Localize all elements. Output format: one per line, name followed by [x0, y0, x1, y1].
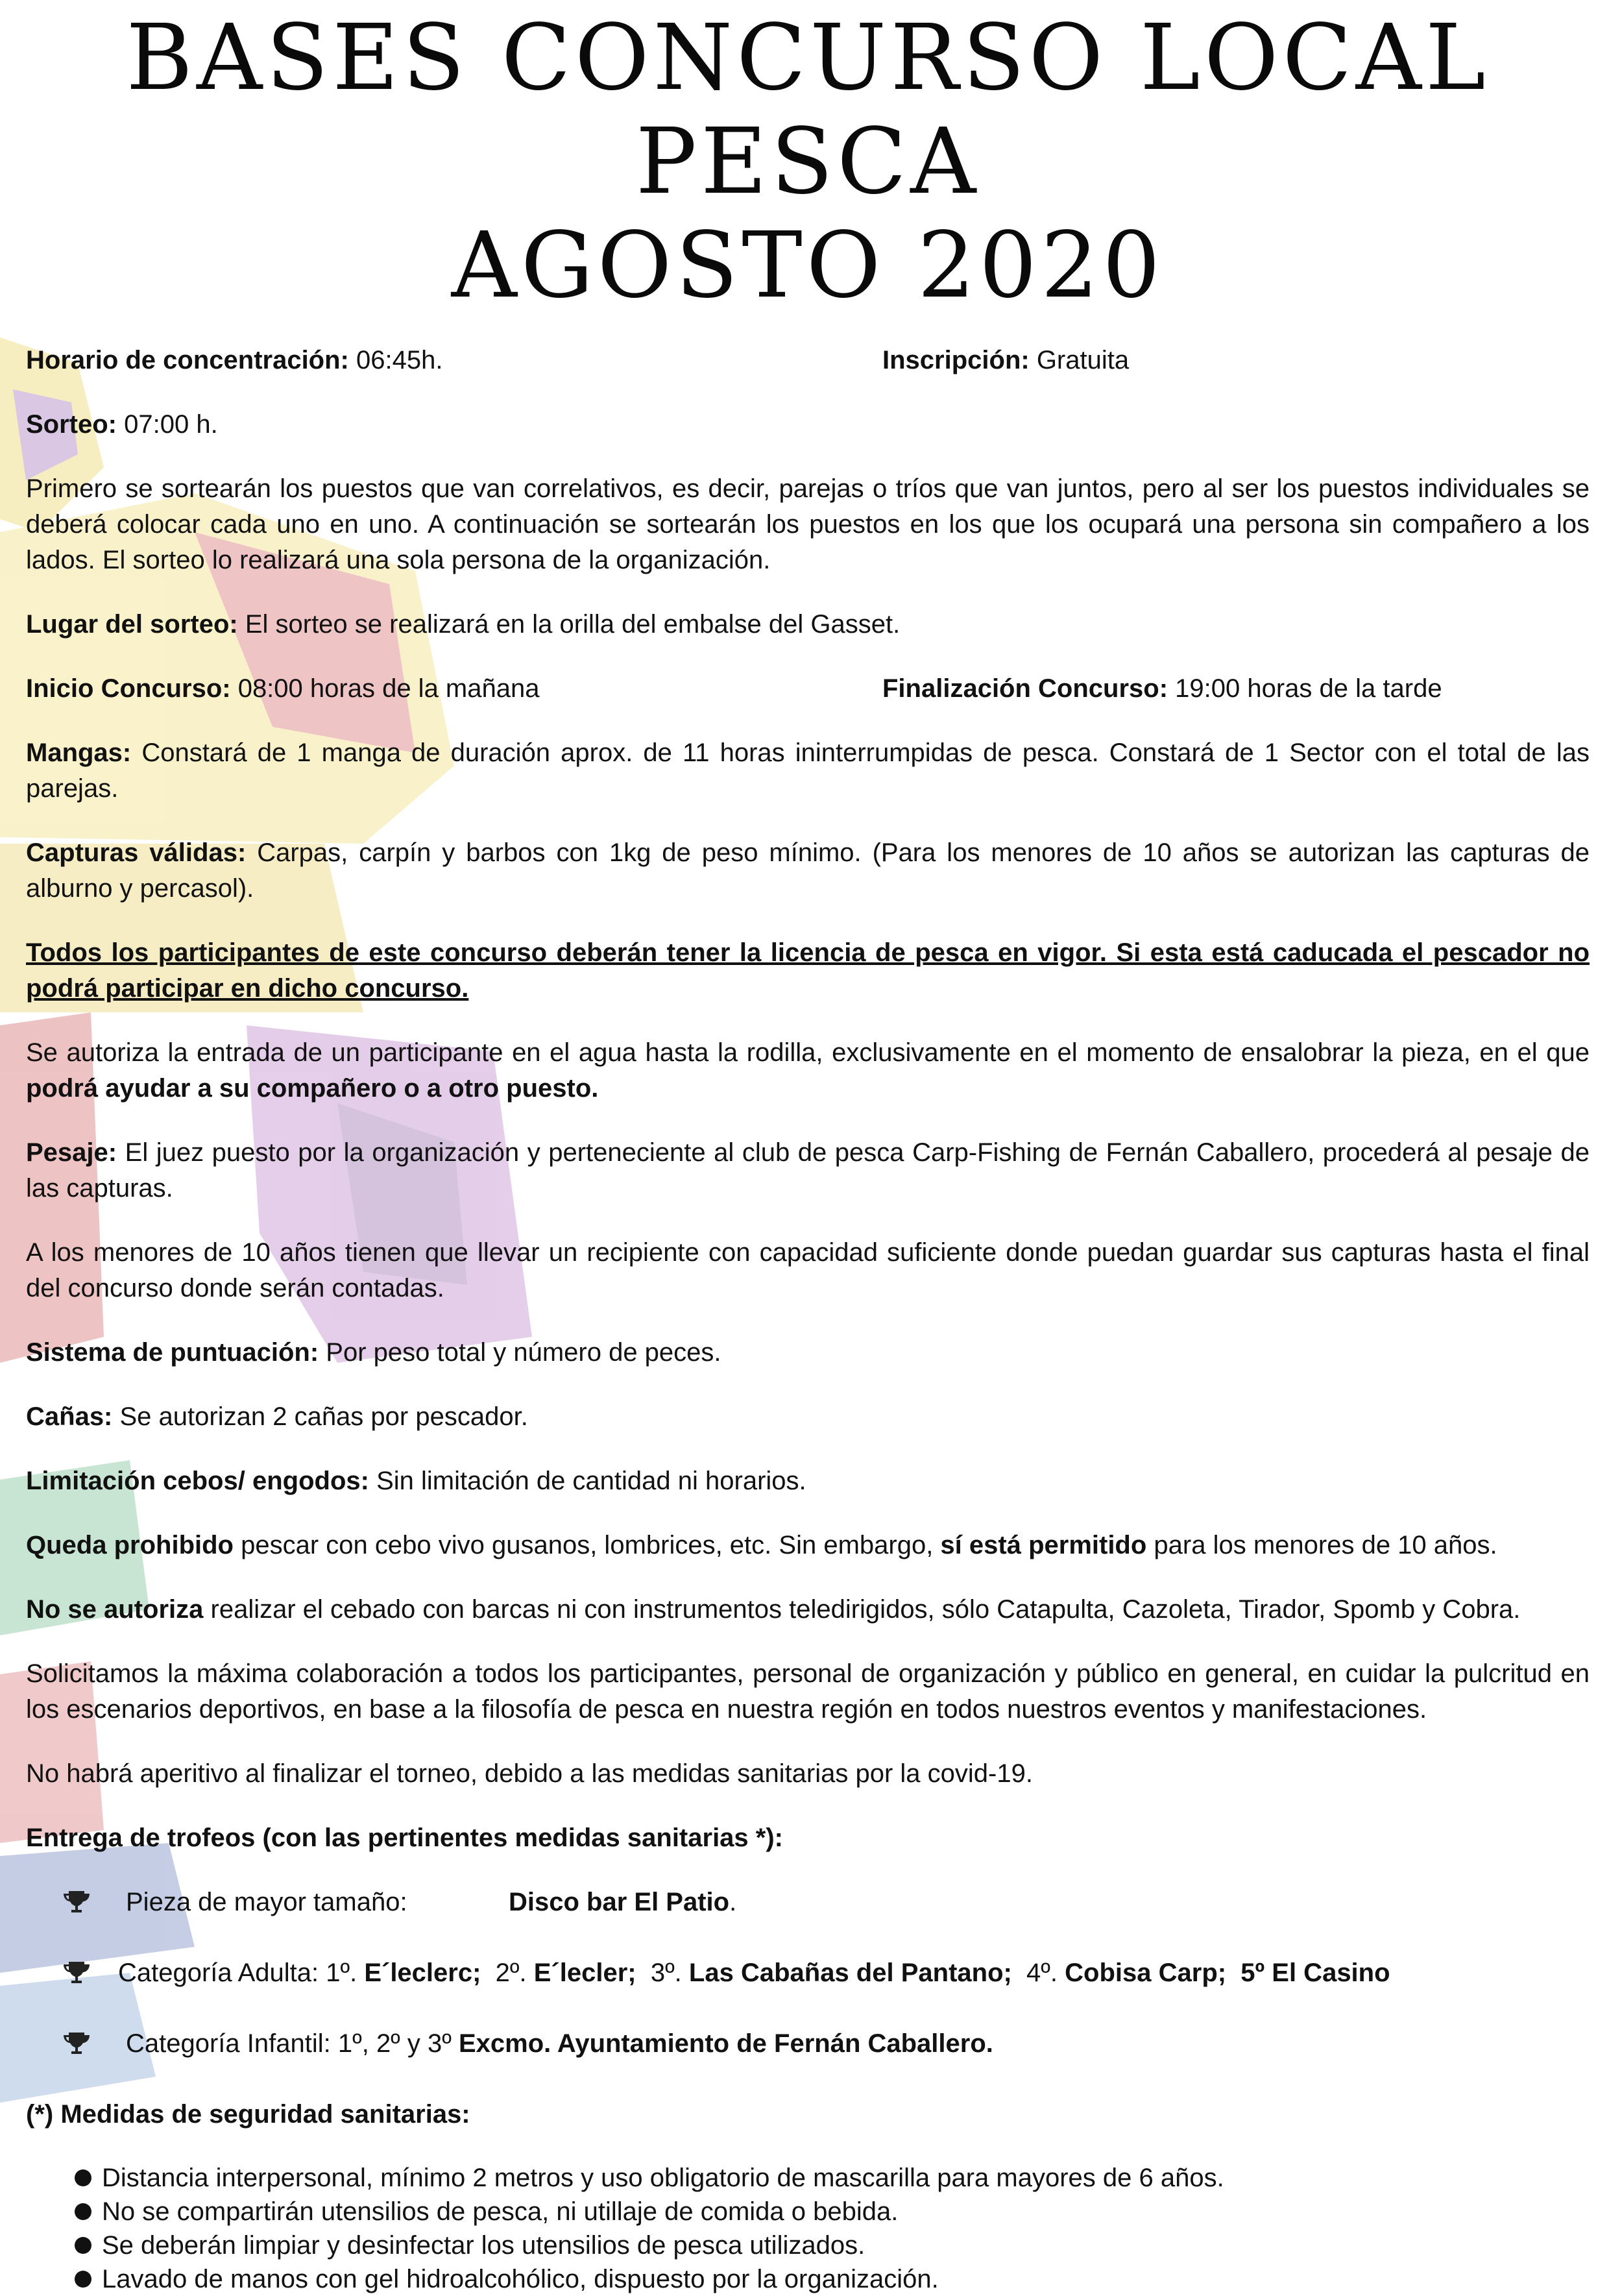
list-item: [26, 2229, 1590, 2262]
cebos-line: [26, 1463, 1590, 1499]
medida-text: No se compartirán utensilios de pesca, ni utillaje de comida o bebida.: [102, 2197, 899, 2226]
trofeo-adulta: [26, 1955, 1590, 1991]
trophy-icon: [57, 1960, 96, 1986]
trophy-icon: [57, 1890, 96, 1916]
sorteo-line: [26, 407, 1590, 443]
medida-text: Distancia interpersonal, mínimo 2 metros y uso obligatorio de mascarilla para mayores de 6 años.: [102, 2164, 1224, 2192]
mangas-value: Constará de 1 manga de duración aprox. de 11 horas ininterrumpidas de pesca. Constará de 1 Sector con el total de las parejas.: [26, 739, 1590, 803]
time-row: [26, 671, 1590, 707]
prohibido-text1: pescar con cebo vivo gusanos, lombrices, etc. Sin embargo,: [233, 1531, 941, 1559]
list-item: [26, 2195, 1590, 2229]
licencia-notice: Todos los participantes de este concurso deberán tener la licencia de pesca en vigor. Si esta está caducada el pescador no podrá participar en dicho concurso.: [26, 938, 1590, 1003]
infantil-sponsor: Excmo. Ayuntamiento de Fernán Caballero.: [459, 2029, 993, 2058]
puntuacion-line: [26, 1335, 1590, 1371]
medida-text: Se deberán limpiar y desinfectar los utensilios de pesca utilizados.: [102, 2231, 865, 2260]
bullet-icon: [75, 2271, 91, 2288]
inicio-label: Inicio Concurso:: [26, 674, 231, 703]
list-item: [26, 2161, 1590, 2195]
no-autoriza-label: No se autoriza: [26, 1595, 204, 1624]
capturas-value: Carpas, carpín y barbos con 1kg de peso mínimo. (Para los menores de 10 años se autorizan las capturas de alburno y percasol).: [26, 838, 1590, 903]
title-line-2: AGOSTO 2020: [451, 213, 1165, 319]
adulta-s3: Las Cabañas del Pantano;: [688, 1959, 1012, 1987]
trofeo-infantil: [26, 2026, 1590, 2062]
medida-text: Lavado de manos con gel hidroalcohólico, dispuesto por la organización.: [102, 2265, 939, 2293]
concentracion-value: 06:45h.: [348, 346, 443, 374]
cebos-label: Limitación cebos/ engodos:: [26, 1467, 369, 1495]
fin-value: 19:00 horas de la tarde: [1168, 674, 1442, 703]
sorteo-value: 07:00 h.: [117, 410, 218, 439]
solicitamos-paragraph: Solicitamos la máxima colaboración a todos los participantes, personal de organización y público en general, en cuidar la pulcritud en los escenarios deportivos, en base a la filosofía de pesca en nuestra región en todos nuestros eventos y manifestaciones.: [26, 1659, 1590, 1724]
prohibido-label: Queda prohibido: [26, 1531, 234, 1559]
title-line-1: BASES CONCURSO LOCAL PESCA: [126, 5, 1490, 215]
adulta-s5: 5º El Casino: [1226, 1959, 1390, 1987]
trophy-icon: [57, 2031, 96, 2057]
adulta-label: Categoría Adulta:: [118, 1959, 326, 1987]
prohibido-paragraph: [26, 1528, 1590, 1563]
prohibido-text2: para los menores de 10 años.: [1146, 1531, 1497, 1559]
document-page: [26, 6, 1590, 2296]
sorteo-description: Primero se sortearán los puestos que van correlativos, es decir, parejas o tríos que van juntos, pero al ser los puestos individuales se deberá colocar cada uno en uno. A continuación se sortearán los puestos en los que los ocupará una persona sin compañero a los lados. El sorteo lo realizará una sola persona de la organización.: [26, 474, 1590, 574]
aperitivo-paragraph: No habrá aperitivo al finalizar el torneo, debido a las medidas sanitarias por la covid-19.: [26, 1759, 1033, 1788]
medidas-title: (*) Medidas de seguridad sanitarias:: [26, 2100, 470, 2129]
adulta-s4: Cobisa Carp;: [1065, 1959, 1227, 1987]
no-autoriza-paragraph: [26, 1592, 1590, 1628]
mangas-label: Mangas:: [26, 739, 132, 767]
bullet-icon: [75, 2237, 91, 2254]
pesaje-label: Pesaje:: [26, 1138, 117, 1167]
cebos-value: Sin limitación de cantidad ni horarios.: [369, 1467, 806, 1495]
lugar-line: [26, 607, 1590, 642]
capturas-label: Capturas válidas:: [26, 838, 247, 867]
adulta-s1: E´leclerc;: [364, 1959, 481, 1987]
no-autoriza-value: realizar el cebado con barcas ni con instrumentos teledirigidos, sólo Catapulta, Cazoleta, Tirador, Spomb y Cobra.: [203, 1595, 1521, 1624]
adulta-p1: 1º.: [326, 1959, 365, 1987]
schedule-row: [26, 343, 1590, 378]
document-title: [26, 6, 1590, 318]
adulta-p2: 2º.: [481, 1959, 534, 1987]
entrada-text: Se autoriza la entrada de un participante en el agua hasta la rodilla, exclusivamente en el momento de ensalobrar la pieza, en el que: [26, 1038, 1590, 1067]
canas-value: Se autorizan 2 cañas por pescador.: [112, 1402, 528, 1431]
adulta-s2: E´lecler;: [533, 1959, 636, 1987]
pieza-end: .: [729, 1888, 737, 1916]
puntuacion-value: Por peso total y número de peces.: [319, 1338, 721, 1367]
capturas-paragraph: [26, 835, 1590, 907]
menores-paragraph: A los menores de 10 años tienen que llevar un recipiente con capacidad suficiente donde puedan guardar sus capturas hasta el final del concurso donde serán contadas.: [26, 1238, 1590, 1302]
pieza-label: Pieza de mayor tamaño:: [126, 1888, 407, 1916]
medidas-list: [26, 2161, 1590, 2296]
bullet-icon: [75, 2169, 91, 2186]
pesaje-value: El juez puesto por la organización y perteneciente al club de pesca Carp-Fishing de Fernán Caballero, procederá al pesaje de las capturas.: [26, 1138, 1590, 1203]
inscripcion-label: Inscripción:: [882, 346, 1030, 374]
lugar-label: Lugar del sorteo:: [26, 610, 238, 639]
puntuacion-label: Sistema de puntuación:: [26, 1338, 319, 1367]
pieza-sponsor: Disco bar El Patio: [509, 1888, 730, 1916]
trofeo-pieza: [26, 1885, 1590, 1920]
canas-label: Cañas:: [26, 1402, 113, 1431]
prohibido-bold2: sí está permitido: [940, 1531, 1147, 1559]
adulta-p4: 4º.: [1011, 1959, 1065, 1987]
lugar-value: El sorteo se realizará en la orilla del embalse del Gasset.: [237, 610, 901, 639]
adulta-p3: 3º.: [636, 1959, 689, 1987]
concentracion-label: Horario de concentración:: [26, 346, 349, 374]
bullet-icon: [75, 2203, 91, 2220]
entrada-paragraph: [26, 1035, 1590, 1106]
fin-label: Finalización Concurso:: [882, 674, 1168, 703]
pesaje-paragraph: [26, 1135, 1590, 1206]
inicio-value: 08:00 horas de la mañana: [230, 674, 540, 703]
sorteo-label: Sorteo:: [26, 410, 117, 439]
canas-line: [26, 1399, 1590, 1435]
inscripcion-value: Gratuita: [1029, 346, 1130, 374]
list-item: [26, 2262, 1590, 2296]
trofeos-title: Entrega de trofeos (con las pertinentes medidas sanitarias *):: [26, 1824, 783, 1852]
infantil-label: Categoría Infantil: 1º, 2º y 3º: [126, 2029, 459, 2058]
mangas-paragraph: [26, 735, 1590, 807]
entrada-bold: podrá ayudar a su compañero o a otro puesto.: [26, 1074, 599, 1103]
